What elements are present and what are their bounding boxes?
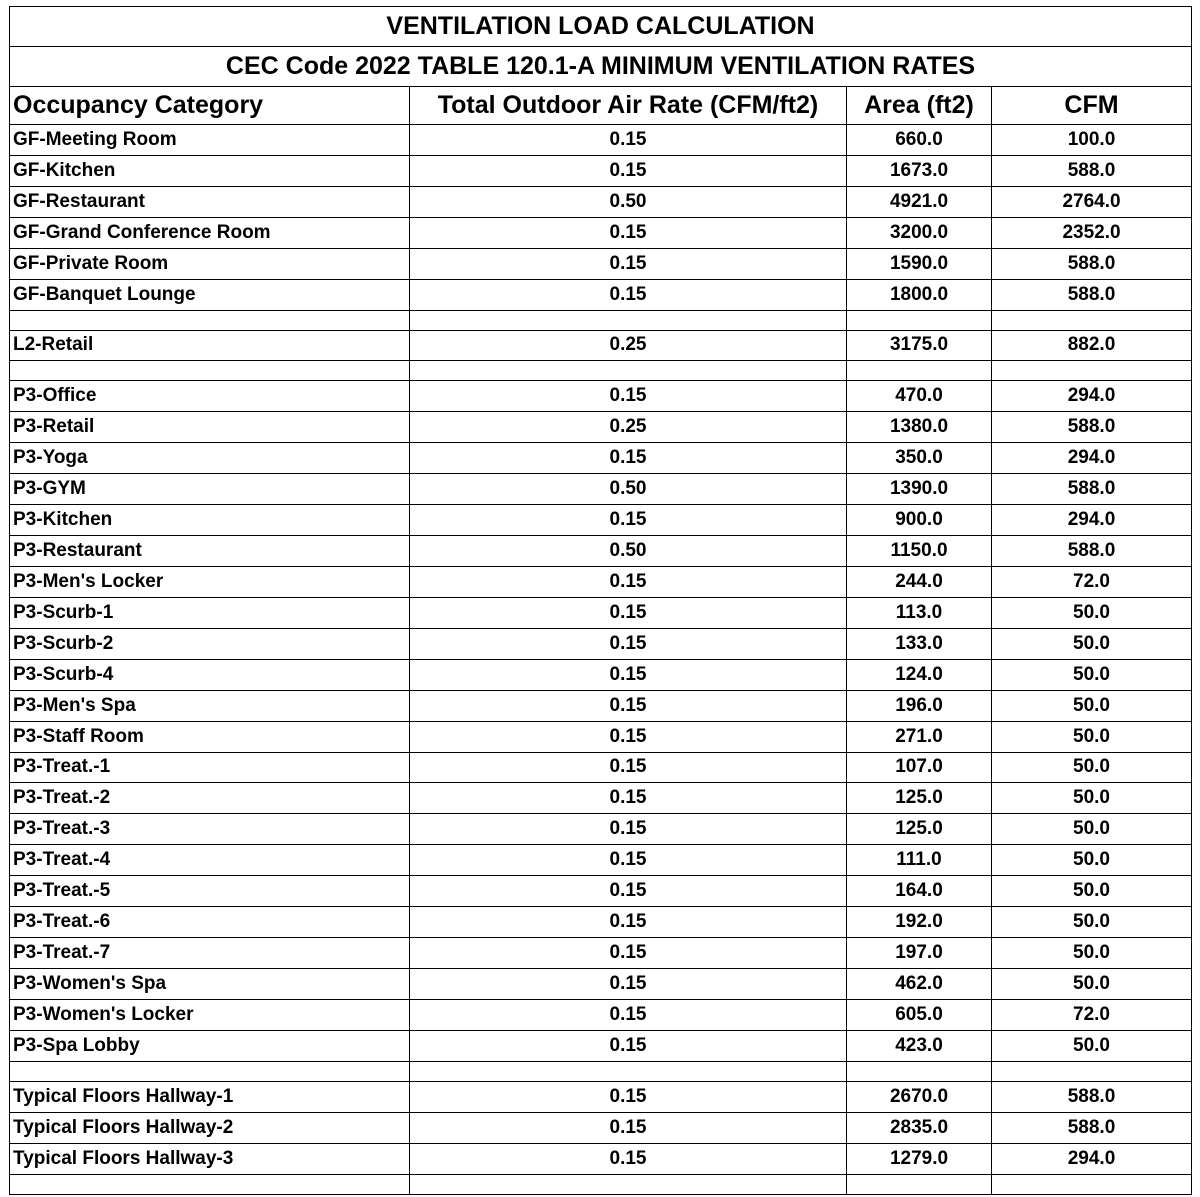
- area-cell: 462.0: [847, 968, 992, 999]
- outdoor-air-rate-cell: 0.15: [410, 597, 847, 628]
- area-cell: 3175.0: [847, 330, 992, 361]
- table-row: [10, 938, 1192, 969]
- cfm-cell: 50.0: [992, 752, 1192, 783]
- table-row: [10, 248, 1192, 279]
- column-header-outdoor-air-rate: Total Outdoor Air Rate (CFM/ft2): [410, 87, 847, 125]
- area-cell: 244.0: [847, 566, 992, 597]
- column-header-area: Area (ft2): [847, 87, 992, 125]
- cfm-cell: 50.0: [992, 814, 1192, 845]
- area-cell: 113.0: [847, 597, 992, 628]
- area-cell: 192.0: [847, 907, 992, 938]
- cfm-cell: 100.0: [992, 125, 1192, 156]
- occupancy-category-cell: P3-GYM: [10, 474, 410, 505]
- outdoor-air-rate-cell: 0.15: [410, 783, 847, 814]
- outdoor-air-rate-cell: 0.15: [410, 659, 847, 690]
- table-row: [10, 597, 1192, 628]
- occupancy-category-cell: P3-Spa Lobby: [10, 1030, 410, 1061]
- blank-cell: [847, 1061, 992, 1081]
- occupancy-category-cell: P3-Women's Locker: [10, 999, 410, 1030]
- outdoor-air-rate-cell: 0.15: [410, 381, 847, 412]
- outdoor-air-rate-cell: 0.15: [410, 1030, 847, 1061]
- outdoor-air-rate-cell: 0.15: [410, 155, 847, 186]
- cfm-cell: 588.0: [992, 474, 1192, 505]
- area-cell: 196.0: [847, 690, 992, 721]
- table-row: [10, 628, 1192, 659]
- area-cell: 423.0: [847, 1030, 992, 1061]
- outdoor-air-rate-cell: 0.15: [410, 690, 847, 721]
- occupancy-category-cell: GF-Restaurant: [10, 186, 410, 217]
- outdoor-air-rate-cell: 0.50: [410, 474, 847, 505]
- blank-cell: [10, 1174, 410, 1194]
- area-cell: 4921.0: [847, 186, 992, 217]
- table-row: [10, 536, 1192, 567]
- outdoor-air-rate-cell: 0.15: [410, 999, 847, 1030]
- outdoor-air-rate-cell: 0.15: [410, 1143, 847, 1174]
- cfm-cell: 588.0: [992, 155, 1192, 186]
- table-row: [10, 783, 1192, 814]
- area-cell: 470.0: [847, 381, 992, 412]
- column-header-occupancy-category: Occupancy Category: [10, 87, 410, 125]
- occupancy-category-cell: P3-Scurb-2: [10, 628, 410, 659]
- cfm-cell: 294.0: [992, 505, 1192, 536]
- table-body: [10, 125, 1192, 1195]
- table-row: [10, 690, 1192, 721]
- outdoor-air-rate-cell: 0.15: [410, 938, 847, 969]
- table-row: [10, 845, 1192, 876]
- cfm-cell: 588.0: [992, 1081, 1192, 1112]
- cfm-cell: 50.0: [992, 845, 1192, 876]
- blank-cell: [10, 310, 410, 330]
- cfm-cell: 50.0: [992, 721, 1192, 752]
- cfm-cell: 50.0: [992, 659, 1192, 690]
- cfm-cell: 882.0: [992, 330, 1192, 361]
- area-cell: 1800.0: [847, 279, 992, 310]
- table-row: [10, 186, 1192, 217]
- cfm-cell: 588.0: [992, 1112, 1192, 1143]
- occupancy-category-cell: P3-Staff Room: [10, 721, 410, 752]
- table-row: [10, 505, 1192, 536]
- occupancy-category-cell: P3-Men's Spa: [10, 690, 410, 721]
- area-cell: 1279.0: [847, 1143, 992, 1174]
- table-row: [10, 279, 1192, 310]
- outdoor-air-rate-cell: 0.15: [410, 907, 847, 938]
- blank-cell: [410, 310, 847, 330]
- occupancy-category-cell: GF-Meeting Room: [10, 125, 410, 156]
- cfm-cell: 50.0: [992, 628, 1192, 659]
- cfm-cell: 294.0: [992, 443, 1192, 474]
- cfm-cell: 50.0: [992, 783, 1192, 814]
- cfm-cell: 588.0: [992, 248, 1192, 279]
- outdoor-air-rate-cell: 0.25: [410, 330, 847, 361]
- cfm-cell: 50.0: [992, 938, 1192, 969]
- occupancy-category-cell: GF-Banquet Lounge: [10, 279, 410, 310]
- outdoor-air-rate-cell: 0.15: [410, 505, 847, 536]
- blank-cell: [847, 1174, 992, 1194]
- table-row: [10, 566, 1192, 597]
- occupancy-category-cell: GF-Grand Conference Room: [10, 217, 410, 248]
- area-cell: 1590.0: [847, 248, 992, 279]
- outdoor-air-rate-cell: 0.15: [410, 628, 847, 659]
- table-row: [10, 1143, 1192, 1174]
- occupancy-category-cell: P3-Treat.-7: [10, 938, 410, 969]
- occupancy-category-cell: P3-Treat.-5: [10, 876, 410, 907]
- blank-cell: [992, 1061, 1192, 1081]
- occupancy-category-cell: Typical Floors Hallway-3: [10, 1143, 410, 1174]
- blank-cell: [847, 361, 992, 381]
- blank-separator-row: [10, 310, 1192, 330]
- cfm-cell: 50.0: [992, 690, 1192, 721]
- cfm-cell: 294.0: [992, 1143, 1192, 1174]
- subtitle-row: [10, 47, 1192, 87]
- area-cell: 164.0: [847, 876, 992, 907]
- outdoor-air-rate-cell: 0.15: [410, 876, 847, 907]
- area-cell: 125.0: [847, 814, 992, 845]
- ventilation-load-table: [9, 6, 1192, 1195]
- outdoor-air-rate-cell: 0.15: [410, 443, 847, 474]
- area-cell: 197.0: [847, 938, 992, 969]
- area-cell: 125.0: [847, 783, 992, 814]
- area-cell: 350.0: [847, 443, 992, 474]
- outdoor-air-rate-cell: 0.15: [410, 217, 847, 248]
- table-row: [10, 876, 1192, 907]
- cfm-cell: 588.0: [992, 536, 1192, 567]
- area-cell: 660.0: [847, 125, 992, 156]
- table-row: [10, 1112, 1192, 1143]
- column-header-row: [10, 87, 1192, 125]
- area-cell: 1380.0: [847, 412, 992, 443]
- area-cell: 2670.0: [847, 1081, 992, 1112]
- cfm-cell: 588.0: [992, 279, 1192, 310]
- outdoor-air-rate-cell: 0.15: [410, 279, 847, 310]
- outdoor-air-rate-cell: 0.15: [410, 248, 847, 279]
- blank-cell: [410, 1174, 847, 1194]
- table-row: [10, 155, 1192, 186]
- area-cell: 271.0: [847, 721, 992, 752]
- table-subtitle: CEC Code 2022 TABLE 120.1-A MINIMUM VENTILATION RATES: [10, 47, 1192, 87]
- table-title: VENTILATION LOAD CALCULATION: [10, 7, 1192, 47]
- occupancy-category-cell: P3-Treat.-6: [10, 907, 410, 938]
- occupancy-category-cell: P3-Restaurant: [10, 536, 410, 567]
- cfm-cell: 50.0: [992, 597, 1192, 628]
- blank-cell: [410, 1061, 847, 1081]
- occupancy-category-cell: P3-Men's Locker: [10, 566, 410, 597]
- occupancy-category-cell: P3-Treat.-3: [10, 814, 410, 845]
- cfm-cell: 50.0: [992, 907, 1192, 938]
- occupancy-category-cell: P3-Women's Spa: [10, 968, 410, 999]
- table-row: [10, 443, 1192, 474]
- occupancy-category-cell: L2-Retail: [10, 330, 410, 361]
- table-row: [10, 659, 1192, 690]
- table-row: [10, 1081, 1192, 1112]
- outdoor-air-rate-cell: 0.50: [410, 186, 847, 217]
- occupancy-category-cell: Typical Floors Hallway-1: [10, 1081, 410, 1112]
- occupancy-category-cell: P3-Kitchen: [10, 505, 410, 536]
- occupancy-category-cell: P3-Scurb-1: [10, 597, 410, 628]
- area-cell: 1673.0: [847, 155, 992, 186]
- occupancy-category-cell: P3-Retail: [10, 412, 410, 443]
- area-cell: 111.0: [847, 845, 992, 876]
- blank-separator-row: [10, 361, 1192, 381]
- outdoor-air-rate-cell: 0.25: [410, 412, 847, 443]
- table-row: [10, 125, 1192, 156]
- occupancy-category-cell: P3-Treat.-4: [10, 845, 410, 876]
- area-cell: 107.0: [847, 752, 992, 783]
- column-header-cfm: CFM: [992, 87, 1192, 125]
- occupancy-category-cell: P3-Treat.-1: [10, 752, 410, 783]
- blank-cell: [410, 361, 847, 381]
- table-row: [10, 814, 1192, 845]
- cfm-cell: 294.0: [992, 381, 1192, 412]
- cfm-cell: 72.0: [992, 999, 1192, 1030]
- outdoor-air-rate-cell: 0.15: [410, 845, 847, 876]
- table-row: [10, 1030, 1192, 1061]
- occupancy-category-cell: P3-Treat.-2: [10, 783, 410, 814]
- cfm-cell: 2764.0: [992, 186, 1192, 217]
- cfm-cell: 72.0: [992, 566, 1192, 597]
- occupancy-category-cell: P3-Yoga: [10, 443, 410, 474]
- area-cell: 133.0: [847, 628, 992, 659]
- table-row: [10, 412, 1192, 443]
- blank-cell: [992, 361, 1192, 381]
- table-row: [10, 474, 1192, 505]
- table-row: [10, 907, 1192, 938]
- blank-cell: [10, 361, 410, 381]
- cfm-cell: 588.0: [992, 412, 1192, 443]
- outdoor-air-rate-cell: 0.15: [410, 1081, 847, 1112]
- title-row: [10, 7, 1192, 47]
- outdoor-air-rate-cell: 0.15: [410, 814, 847, 845]
- table-row: [10, 381, 1192, 412]
- occupancy-category-cell: P3-Scurb-4: [10, 659, 410, 690]
- cfm-cell: 50.0: [992, 968, 1192, 999]
- outdoor-air-rate-cell: 0.15: [410, 752, 847, 783]
- outdoor-air-rate-cell: 0.15: [410, 968, 847, 999]
- occupancy-category-cell: GF-Private Room: [10, 248, 410, 279]
- occupancy-category-cell: Typical Floors Hallway-2: [10, 1112, 410, 1143]
- area-cell: 1150.0: [847, 536, 992, 567]
- outdoor-air-rate-cell: 0.50: [410, 536, 847, 567]
- area-cell: 605.0: [847, 999, 992, 1030]
- area-cell: 1390.0: [847, 474, 992, 505]
- occupancy-category-cell: GF-Kitchen: [10, 155, 410, 186]
- table-row: [10, 217, 1192, 248]
- area-cell: 3200.0: [847, 217, 992, 248]
- cfm-cell: 50.0: [992, 1030, 1192, 1061]
- area-cell: 124.0: [847, 659, 992, 690]
- table-row: [10, 999, 1192, 1030]
- table-row: [10, 721, 1192, 752]
- blank-separator-row: [10, 1061, 1192, 1081]
- outdoor-air-rate-cell: 0.15: [410, 125, 847, 156]
- cfm-cell: 2352.0: [992, 217, 1192, 248]
- blank-cell: [10, 1061, 410, 1081]
- table-row: [10, 330, 1192, 361]
- table-row: [10, 968, 1192, 999]
- blank-cell: [992, 310, 1192, 330]
- table-row: [10, 752, 1192, 783]
- outdoor-air-rate-cell: 0.15: [410, 566, 847, 597]
- blank-cell: [847, 310, 992, 330]
- area-cell: 900.0: [847, 505, 992, 536]
- outdoor-air-rate-cell: 0.15: [410, 1112, 847, 1143]
- area-cell: 2835.0: [847, 1112, 992, 1143]
- occupancy-category-cell: P3-Office: [10, 381, 410, 412]
- cfm-cell: 50.0: [992, 876, 1192, 907]
- blank-separator-row: [10, 1174, 1192, 1194]
- outdoor-air-rate-cell: 0.15: [410, 721, 847, 752]
- blank-cell: [992, 1174, 1192, 1194]
